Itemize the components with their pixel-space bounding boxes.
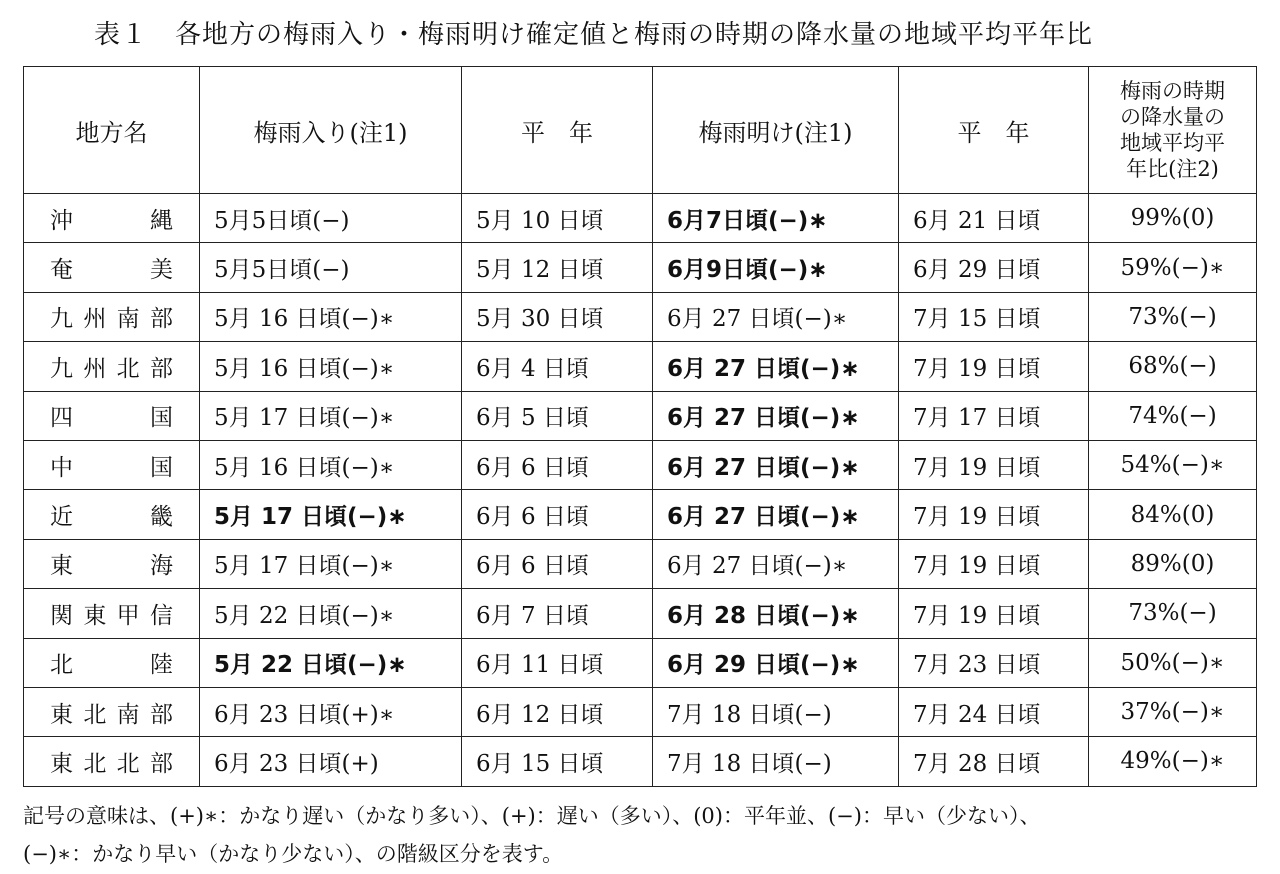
onset-normal-cell: 5月 12 日頃 [462, 243, 653, 292]
rainy-season-table [23, 66, 1257, 787]
rainfall-ratio-cell: 89%(0) [1089, 539, 1257, 588]
end-cell: 6月 28 日頃(−)∗ [653, 589, 899, 638]
region-cell: 東北北部 [24, 737, 200, 786]
onset-normal-cell: 6月 6 日頃 [462, 490, 653, 539]
end-normal-cell: 7月 28 日頃 [899, 737, 1089, 786]
onset-normal-cell: 6月 12 日頃 [462, 687, 653, 736]
onset-cell: 5月5日頃(−) [200, 194, 462, 243]
onset-normal-cell: 6月 15 日頃 [462, 737, 653, 786]
table-row [24, 391, 1257, 440]
end-cell: 6月 27 日頃(−)∗ [653, 342, 899, 391]
onset-cell: 5月 16 日頃(−)∗ [200, 440, 462, 489]
onset-normal-cell: 6月 6 日頃 [462, 539, 653, 588]
end-normal-cell: 7月 19 日頃 [899, 490, 1089, 539]
region-cell: 近畿 [24, 490, 200, 539]
header-rainfall-line: 年比(注2) [1126, 157, 1219, 181]
rainfall-ratio-cell: 73%(−) [1089, 589, 1257, 638]
region-cell: 四国 [24, 391, 200, 440]
end-normal-cell: 7月 15 日頃 [899, 292, 1089, 341]
rainfall-ratio-cell: 37%(−)∗ [1089, 687, 1257, 736]
onset-normal-cell: 5月 10 日頃 [462, 194, 653, 243]
header-rainfall-line: 地域平均平 [1120, 131, 1225, 155]
end-cell: 6月 27 日頃(−)∗ [653, 440, 899, 489]
onset-cell: 6月 23 日頃(+)∗ [200, 687, 462, 736]
table-row [24, 243, 1257, 292]
onset-cell: 5月 22 日頃(−)∗ [200, 638, 462, 687]
table-row [24, 490, 1257, 539]
end-cell: 6月 27 日頃(−)∗ [653, 490, 899, 539]
region-cell: 北陸 [24, 638, 200, 687]
legend-note-line: (−)∗：かなり早い（かなり少ない）、の階級区分を表す。 [23, 842, 564, 866]
rainfall-ratio-cell: 54%(−)∗ [1089, 440, 1257, 489]
table-row [24, 440, 1257, 489]
table-row [24, 589, 1257, 638]
end-normal-cell: 7月 23 日頃 [899, 638, 1089, 687]
legend-note-line: 記号の意味は、(+)∗：かなり遅い（かなり多い）、(+)：遅い（多い）、(0)：平年並、(−)：早い（少ない）、 [23, 804, 1041, 828]
end-normal-cell: 7月 19 日頃 [899, 539, 1089, 588]
onset-normal-cell: 6月 5 日頃 [462, 391, 653, 440]
onset-cell: 5月 16 日頃(−)∗ [200, 342, 462, 391]
table-row [24, 638, 1257, 687]
onset-normal-cell: 5月 30 日頃 [462, 292, 653, 341]
onset-cell: 5月 17 日頃(−)∗ [200, 490, 462, 539]
table-row [24, 194, 1257, 243]
end-normal-cell: 7月 24 日頃 [899, 687, 1089, 736]
header-end-normal: 平 年 [899, 67, 1089, 194]
onset-normal-cell: 6月 11 日頃 [462, 638, 653, 687]
header-end: 梅雨明け(注1) [653, 67, 899, 194]
end-cell: 6月7日頃(−)∗ [653, 194, 899, 243]
table-title: 表１ 各地方の梅雨入り・梅雨明け確定値と梅雨の時期の降水量の地域平均平年比 [94, 20, 1094, 50]
end-normal-cell: 7月 19 日頃 [899, 440, 1089, 489]
table-row [24, 292, 1257, 341]
header-region: 地方名 [24, 67, 200, 194]
end-normal-cell: 7月 17 日頃 [899, 391, 1089, 440]
table-row [24, 737, 1257, 786]
rainfall-ratio-cell: 73%(−) [1089, 292, 1257, 341]
end-cell: 6月9日頃(−)∗ [653, 243, 899, 292]
rainfall-ratio-cell: 68%(−) [1089, 342, 1257, 391]
region-cell: 関東甲信 [24, 589, 200, 638]
table-row [24, 539, 1257, 588]
end-cell: 7月 18 日頃(−) [653, 687, 899, 736]
region-cell: 奄美 [24, 243, 200, 292]
region-cell: 東海 [24, 539, 200, 588]
end-cell: 6月 27 日頃(−)∗ [653, 539, 899, 588]
region-cell: 沖縄 [24, 194, 200, 243]
end-normal-cell: 6月 29 日頃 [899, 243, 1089, 292]
header-rainfall-ratio [1089, 67, 1257, 194]
onset-cell: 5月 17 日頃(−)∗ [200, 391, 462, 440]
table-row [24, 342, 1257, 391]
onset-normal-cell: 6月 7 日頃 [462, 589, 653, 638]
onset-cell: 5月 22 日頃(−)∗ [200, 589, 462, 638]
header-onset-normal: 平 年 [462, 67, 653, 194]
rainfall-ratio-cell: 49%(−)∗ [1089, 737, 1257, 786]
region-cell: 東北南部 [24, 687, 200, 736]
onset-cell: 5月 16 日頃(−)∗ [200, 292, 462, 341]
onset-normal-cell: 6月 6 日頃 [462, 440, 653, 489]
end-normal-cell: 6月 21 日頃 [899, 194, 1089, 243]
end-cell: 6月 29 日頃(−)∗ [653, 638, 899, 687]
header-rainfall-line: 梅雨の時期 [1120, 79, 1225, 103]
table-row [24, 687, 1257, 736]
end-cell: 6月 27 日頃(−)∗ [653, 391, 899, 440]
region-cell: 中国 [24, 440, 200, 489]
header-onset: 梅雨入り(注1) [200, 67, 462, 194]
end-normal-cell: 7月 19 日頃 [899, 342, 1089, 391]
rainfall-ratio-cell: 50%(−)∗ [1089, 638, 1257, 687]
onset-cell: 5月 17 日頃(−)∗ [200, 539, 462, 588]
rainfall-ratio-cell: 99%(0) [1089, 194, 1257, 243]
rainfall-ratio-cell: 59%(−)∗ [1089, 243, 1257, 292]
end-cell: 7月 18 日頃(−) [653, 737, 899, 786]
region-cell: 九州南部 [24, 292, 200, 341]
end-normal-cell: 7月 19 日頃 [899, 589, 1089, 638]
rainfall-ratio-cell: 84%(0) [1089, 490, 1257, 539]
header-row [24, 67, 1257, 194]
onset-cell: 6月 23 日頃(+) [200, 737, 462, 786]
onset-cell: 5月5日頃(−) [200, 243, 462, 292]
rainfall-ratio-cell: 74%(−) [1089, 391, 1257, 440]
region-cell: 九州北部 [24, 342, 200, 391]
header-rainfall-line: の降水量の [1120, 105, 1225, 129]
end-cell: 6月 27 日頃(−)∗ [653, 292, 899, 341]
onset-normal-cell: 6月 4 日頃 [462, 342, 653, 391]
